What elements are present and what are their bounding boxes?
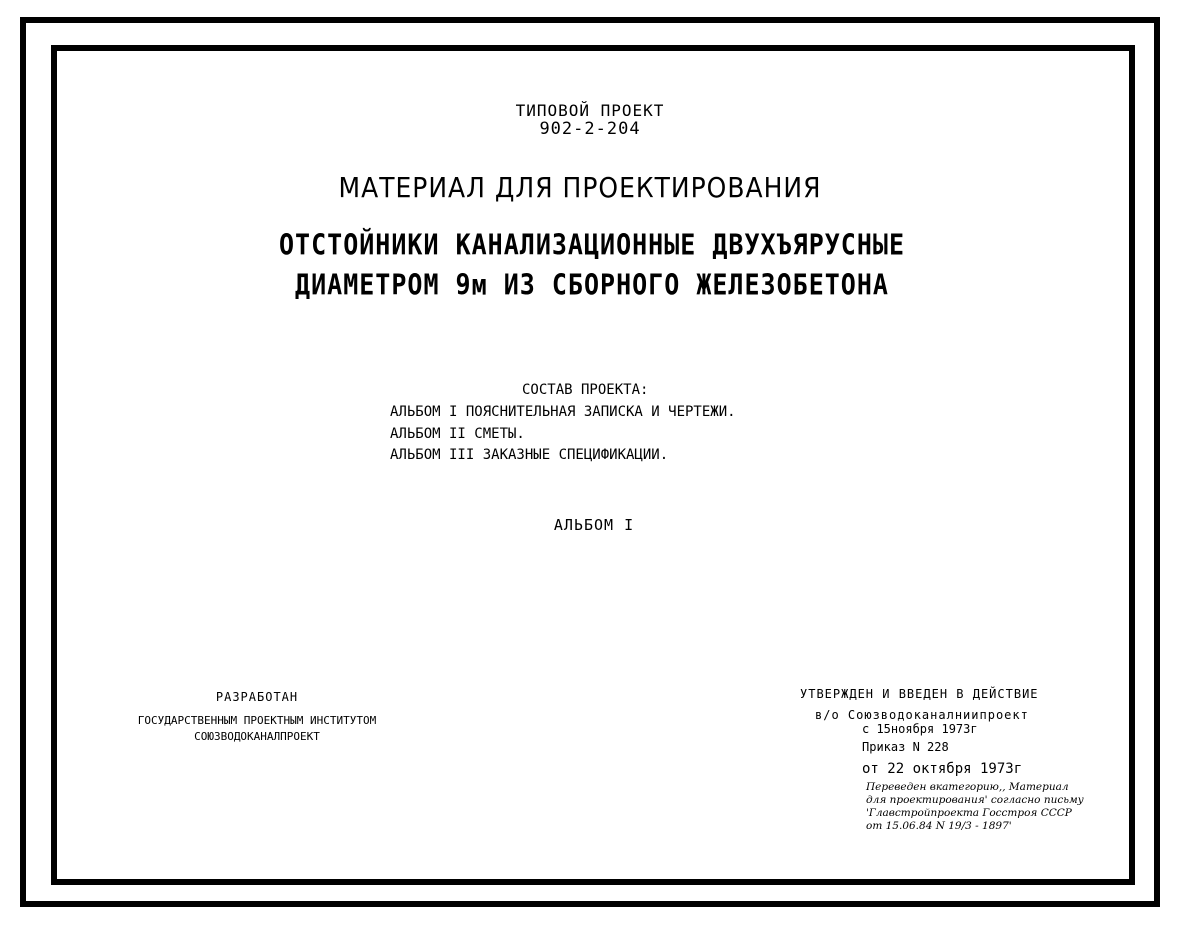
approval-statement: УТВЕРЖДЕН И ВВЕДЕН В ДЕЙСТВИЕ <box>800 687 1039 701</box>
album-label: АЛЬБОМ I <box>553 516 635 534</box>
developer-description: ГОСУДАРСТВЕННЫМ ПРОЕКТНЫМ ИНСТИТУТОМ <box>137 714 377 727</box>
type-project-label: ТИПОВОЙ ПРОЕКТ <box>515 101 665 120</box>
composition-heading: СОСТАВ ПРОЕКТА: <box>522 382 649 398</box>
album-list-item: АЛЬБОМ I ПОЯСНИТЕЛЬНАЯ ЗАПИСКА И ЧЕРТЕЖИ. <box>390 404 736 420</box>
title-line-2: ДИАМЕТРОМ 9м ИЗ СБОРНОГО ЖЕЛЕЗОБЕТОНА <box>295 267 889 302</box>
approval-date: с 15ноября 1973г <box>862 722 978 736</box>
album-list-item: АЛЬБОМ II СМЕТЫ. <box>390 426 525 442</box>
title-line-1: ОТСТОЙНИКИ КАНАЛИЗАЦИОННЫЕ ДВУХЪЯРУСНЫЕ <box>279 227 905 262</box>
handwritten-note-line: Переведен вкатегорию,, Материал <box>866 781 1069 793</box>
developer-organization: СОЮЗВОДОКАНАЛПРОЕКТ <box>194 730 320 743</box>
album-list-item: АЛЬБОМ III ЗАКАЗНЫЕ СПЕЦИФИКАЦИИ. <box>390 447 669 463</box>
developed-label: РАЗРАБОТАН <box>215 690 299 704</box>
project-number: 902-2-204 <box>539 119 641 139</box>
order-number: Приказ N 228 <box>862 740 949 754</box>
order-date: от 22 октября 1973г <box>862 761 1023 777</box>
approval-organization: в/о Союзводоканалниипроект <box>815 708 1029 722</box>
handwritten-note-line: от 15.06.84 N 19/3 - 1897' <box>866 820 1012 832</box>
document-type: МАТЕРИАЛ ДЛЯ ПРОЕКТИРОВАНИЯ <box>338 171 822 204</box>
handwritten-note-line: для проектирования' согласно письму <box>866 794 1084 806</box>
handwritten-note-line: 'Главстройпроекта Госстроя СССР <box>866 807 1072 819</box>
